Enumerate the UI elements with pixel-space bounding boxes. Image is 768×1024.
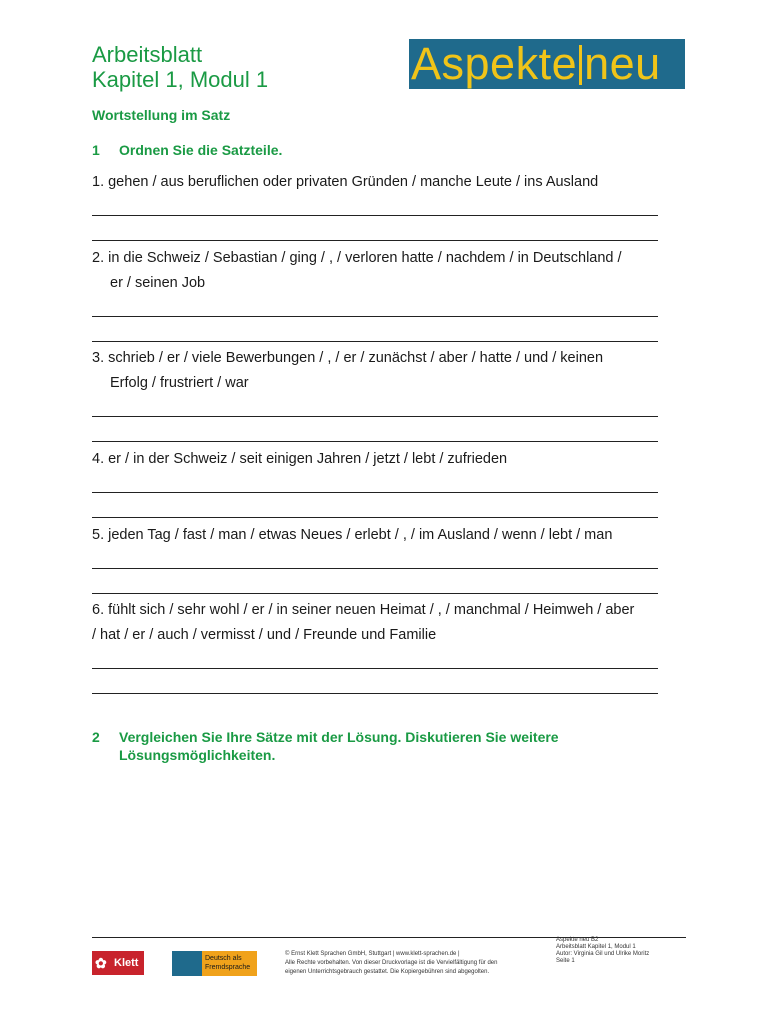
task-1-number: 1 [92, 142, 100, 158]
title-line-2: Kapitel 1, Modul 1 [92, 67, 269, 92]
exercise-6 [92, 598, 682, 648]
answer-line[interactable] [92, 492, 658, 493]
answer-line[interactable] [92, 593, 658, 594]
meta-line: Aspekte neu B2 [556, 937, 599, 943]
title-line-1: Arbeitsblatt [92, 42, 203, 67]
daf-line-1: Deutsch als [205, 955, 242, 962]
exercise-text-continued: Erfolg / frustriert / war [110, 375, 249, 391]
meta-line: Arbeitsblatt Kapitel 1, Modul 1 [556, 944, 636, 950]
answer-line[interactable] [92, 316, 658, 317]
copyright-line: eigenen Unterrichtsgebrauch gestattet. Die Kopiergebühren sind abgegolten. [285, 969, 490, 975]
copyright-notice [285, 950, 545, 977]
page-meta [556, 937, 686, 965]
answer-line[interactable] [92, 215, 658, 216]
exercise-5 [92, 523, 682, 548]
exercise-4 [92, 447, 682, 472]
section-subtitle: Wortstellung im Satz [92, 107, 231, 123]
logo-separator [579, 45, 582, 85]
answer-line[interactable] [92, 693, 658, 694]
exercise-text: 5. jeden Tag / fast / man / etwas Neues / erlebt / , / im Ausland / wenn / lebt / man [92, 527, 613, 543]
meta-line: Seite 1 [556, 958, 575, 964]
logo-word-right: neu [584, 39, 661, 89]
daf-badge [172, 951, 257, 976]
task-1-instruction: Ordnen Sie die Satzteile. [119, 142, 283, 158]
exercise-text: 6. fühlt sich / sehr wohl / er / in seiner neuen Heimat / , / manchmal / Heimweh / aber [92, 602, 635, 618]
exercise-text-continued: er / seinen Job [110, 275, 206, 291]
answer-line[interactable] [92, 416, 658, 417]
copyright-line: Alle Rechte vorbehalten. Von dieser Druckvorlage ist die Vervielfältigung für den [285, 960, 498, 966]
exercise-text-continued: / hat / er / auch / vermisst / und / Freunde und Familie [92, 627, 437, 643]
klett-logo [92, 951, 144, 975]
exercise-text: 2. in die Schweiz / Sebastian / ging / , / verloren hatte / nachdem / in Deutschland / [92, 250, 622, 266]
exercise-text: 3. schrieb / er / viele Bewerbungen / , / er / zunächst / aber / hatte / und / keinen [92, 350, 604, 366]
klett-label: Klett [114, 957, 139, 969]
exercise-2 [92, 246, 682, 296]
exercise-3 [92, 346, 682, 396]
aspekte-neu-logo [409, 39, 685, 89]
answer-line[interactable] [92, 517, 658, 518]
task-2-instruction: Vergleichen Sie Ihre Sätze mit der Lösung. Diskutieren Sie weitere Lösungsmöglichkeiten. [119, 729, 559, 763]
klett-mark-icon: ✿ [95, 955, 107, 971]
worksheet-title [92, 42, 268, 92]
answer-line[interactable] [92, 568, 658, 569]
copyright-line: © Ernst Klett Sprachen GmbH, Stuttgart | www.klett-sprachen.de | [285, 951, 460, 957]
task-2-number: 2 [92, 729, 100, 745]
exercise-1 [92, 170, 682, 195]
daf-line-2: Fremdsprache [205, 964, 251, 971]
meta-line: Autor: Virginia Gil und Ulrike Moritz [556, 951, 650, 957]
answer-line[interactable] [92, 441, 658, 442]
logo-word-left: Aspekte [411, 39, 578, 89]
answer-line[interactable] [92, 341, 658, 342]
exercise-text: 4. er / in der Schweiz / seit einigen Jahren / jetzt / lebt / zufrieden [92, 451, 508, 467]
answer-line[interactable] [92, 668, 658, 669]
exercise-text: 1. gehen / aus beruflichen oder privaten Gründen / manche Leute / ins Ausland [92, 174, 599, 190]
answer-line[interactable] [92, 240, 658, 241]
